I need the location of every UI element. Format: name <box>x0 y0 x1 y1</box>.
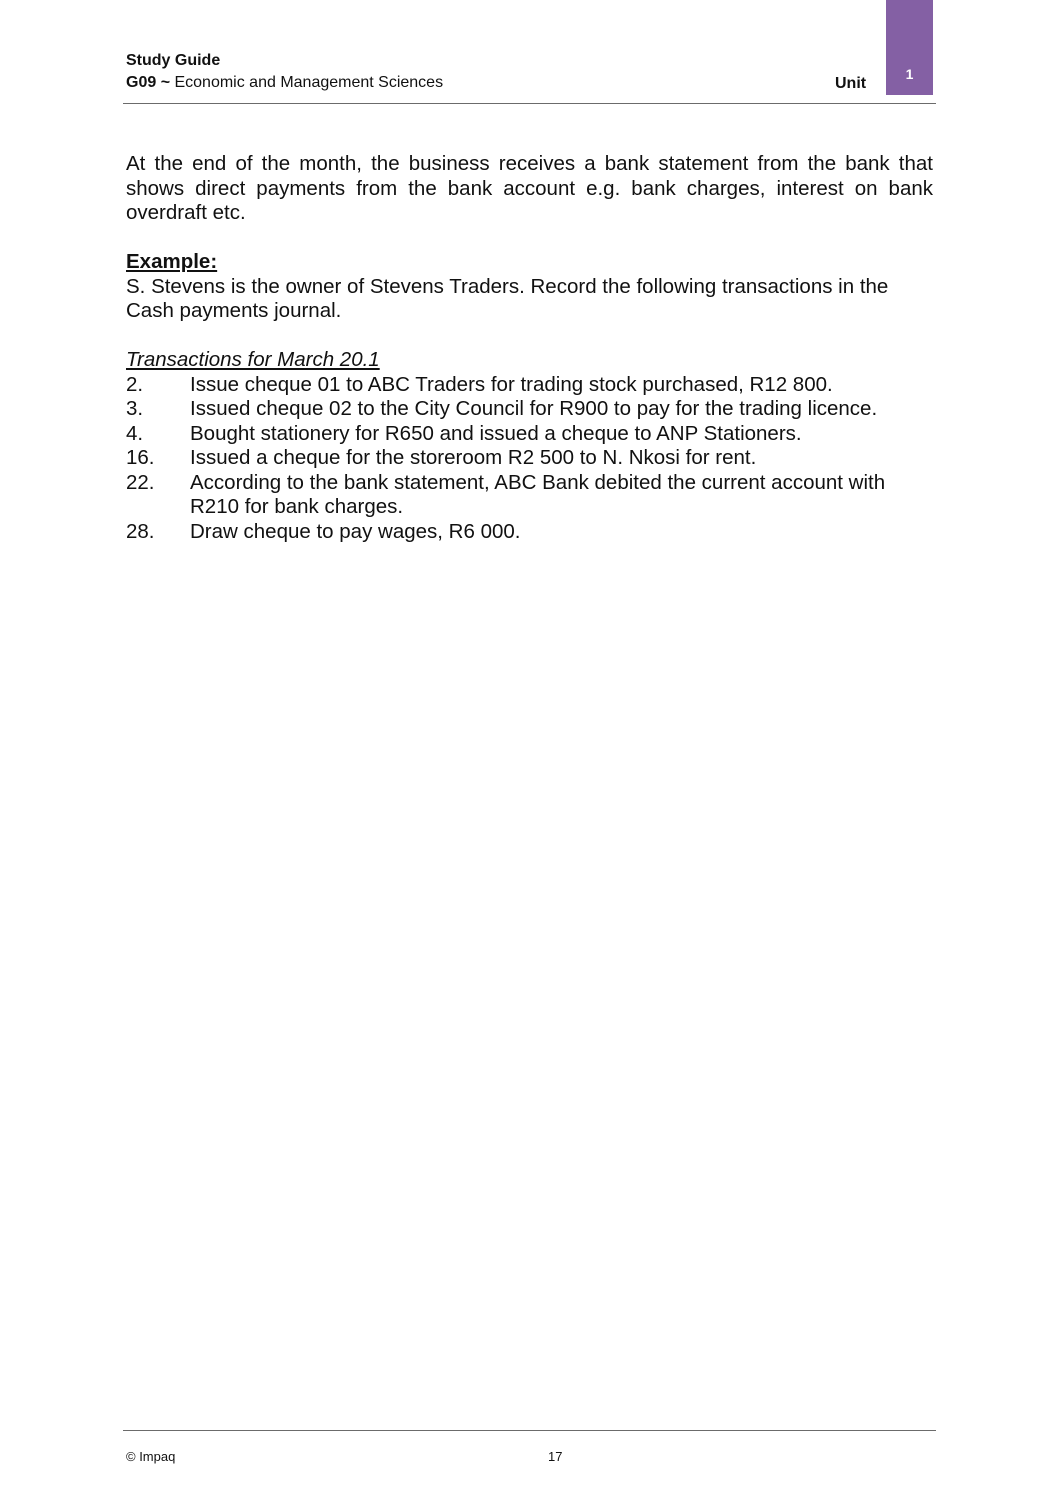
transaction-day: 4. <box>126 421 144 445</box>
spacer <box>126 226 933 251</box>
transaction-text: Issued a cheque for the storeroom R2 500 to N. Nkosi for rent. <box>190 446 757 469</box>
transaction-text: Issued cheque 02 to the City Council for R900 to pay for the trading licence. <box>190 397 878 420</box>
transaction-text: Bought stationery for R650 and issued a cheque to ANP Stationers. <box>190 421 802 445</box>
unit-label: Unit <box>835 75 867 92</box>
intro-paragraph: At the end of the month, the business receives a bank statement from the bank that shows direct payments from the bank account e.g. bank charges, interest on bank overdraft etc. <box>126 152 933 224</box>
spacer <box>126 324 933 349</box>
transaction-day: 3. <box>126 397 144 420</box>
transaction-text: Draw cheque to pay wages, R6 000. <box>190 519 521 543</box>
unit-tab <box>886 0 933 95</box>
transaction-day: 22. <box>126 470 155 494</box>
list-item <box>126 446 933 471</box>
subject-code: G09 ~ <box>126 74 171 91</box>
page-content <box>126 152 933 544</box>
transaction-day: 16. <box>126 446 155 469</box>
list-item <box>126 422 933 447</box>
transaction-text: According to the bank statement, ABC Bank debited the current account with R210 for bank charges. <box>190 470 886 518</box>
list-item <box>126 397 933 422</box>
page-number: 17 <box>548 1449 563 1464</box>
unit-number: 1 <box>905 66 914 82</box>
transaction-text: Issue cheque 01 to ABC Traders for trading stock purchased, R12 800. <box>190 372 833 396</box>
transaction-day: 2. <box>126 372 144 396</box>
subject-line <box>126 74 443 92</box>
footer-divider <box>123 1430 936 1431</box>
list-item <box>126 373 933 398</box>
example-heading: Example: <box>126 250 218 273</box>
transactions-list <box>126 373 933 545</box>
page-header <box>126 52 936 104</box>
list-item <box>126 471 933 520</box>
list-item <box>126 520 933 545</box>
guide-title: Study Guide <box>126 52 221 69</box>
transactions-heading: Transactions for March 20.1 <box>126 348 380 371</box>
subject-name: Economic and Management Sciences <box>170 74 444 91</box>
copyright-notice: © Impaq <box>126 1449 176 1464</box>
transaction-day: 28. <box>126 519 155 543</box>
example-text: S. Stevens is the owner of Stevens Traders. Record the following transactions in the Cash payments journal. <box>126 274 889 322</box>
header-divider <box>123 103 936 104</box>
